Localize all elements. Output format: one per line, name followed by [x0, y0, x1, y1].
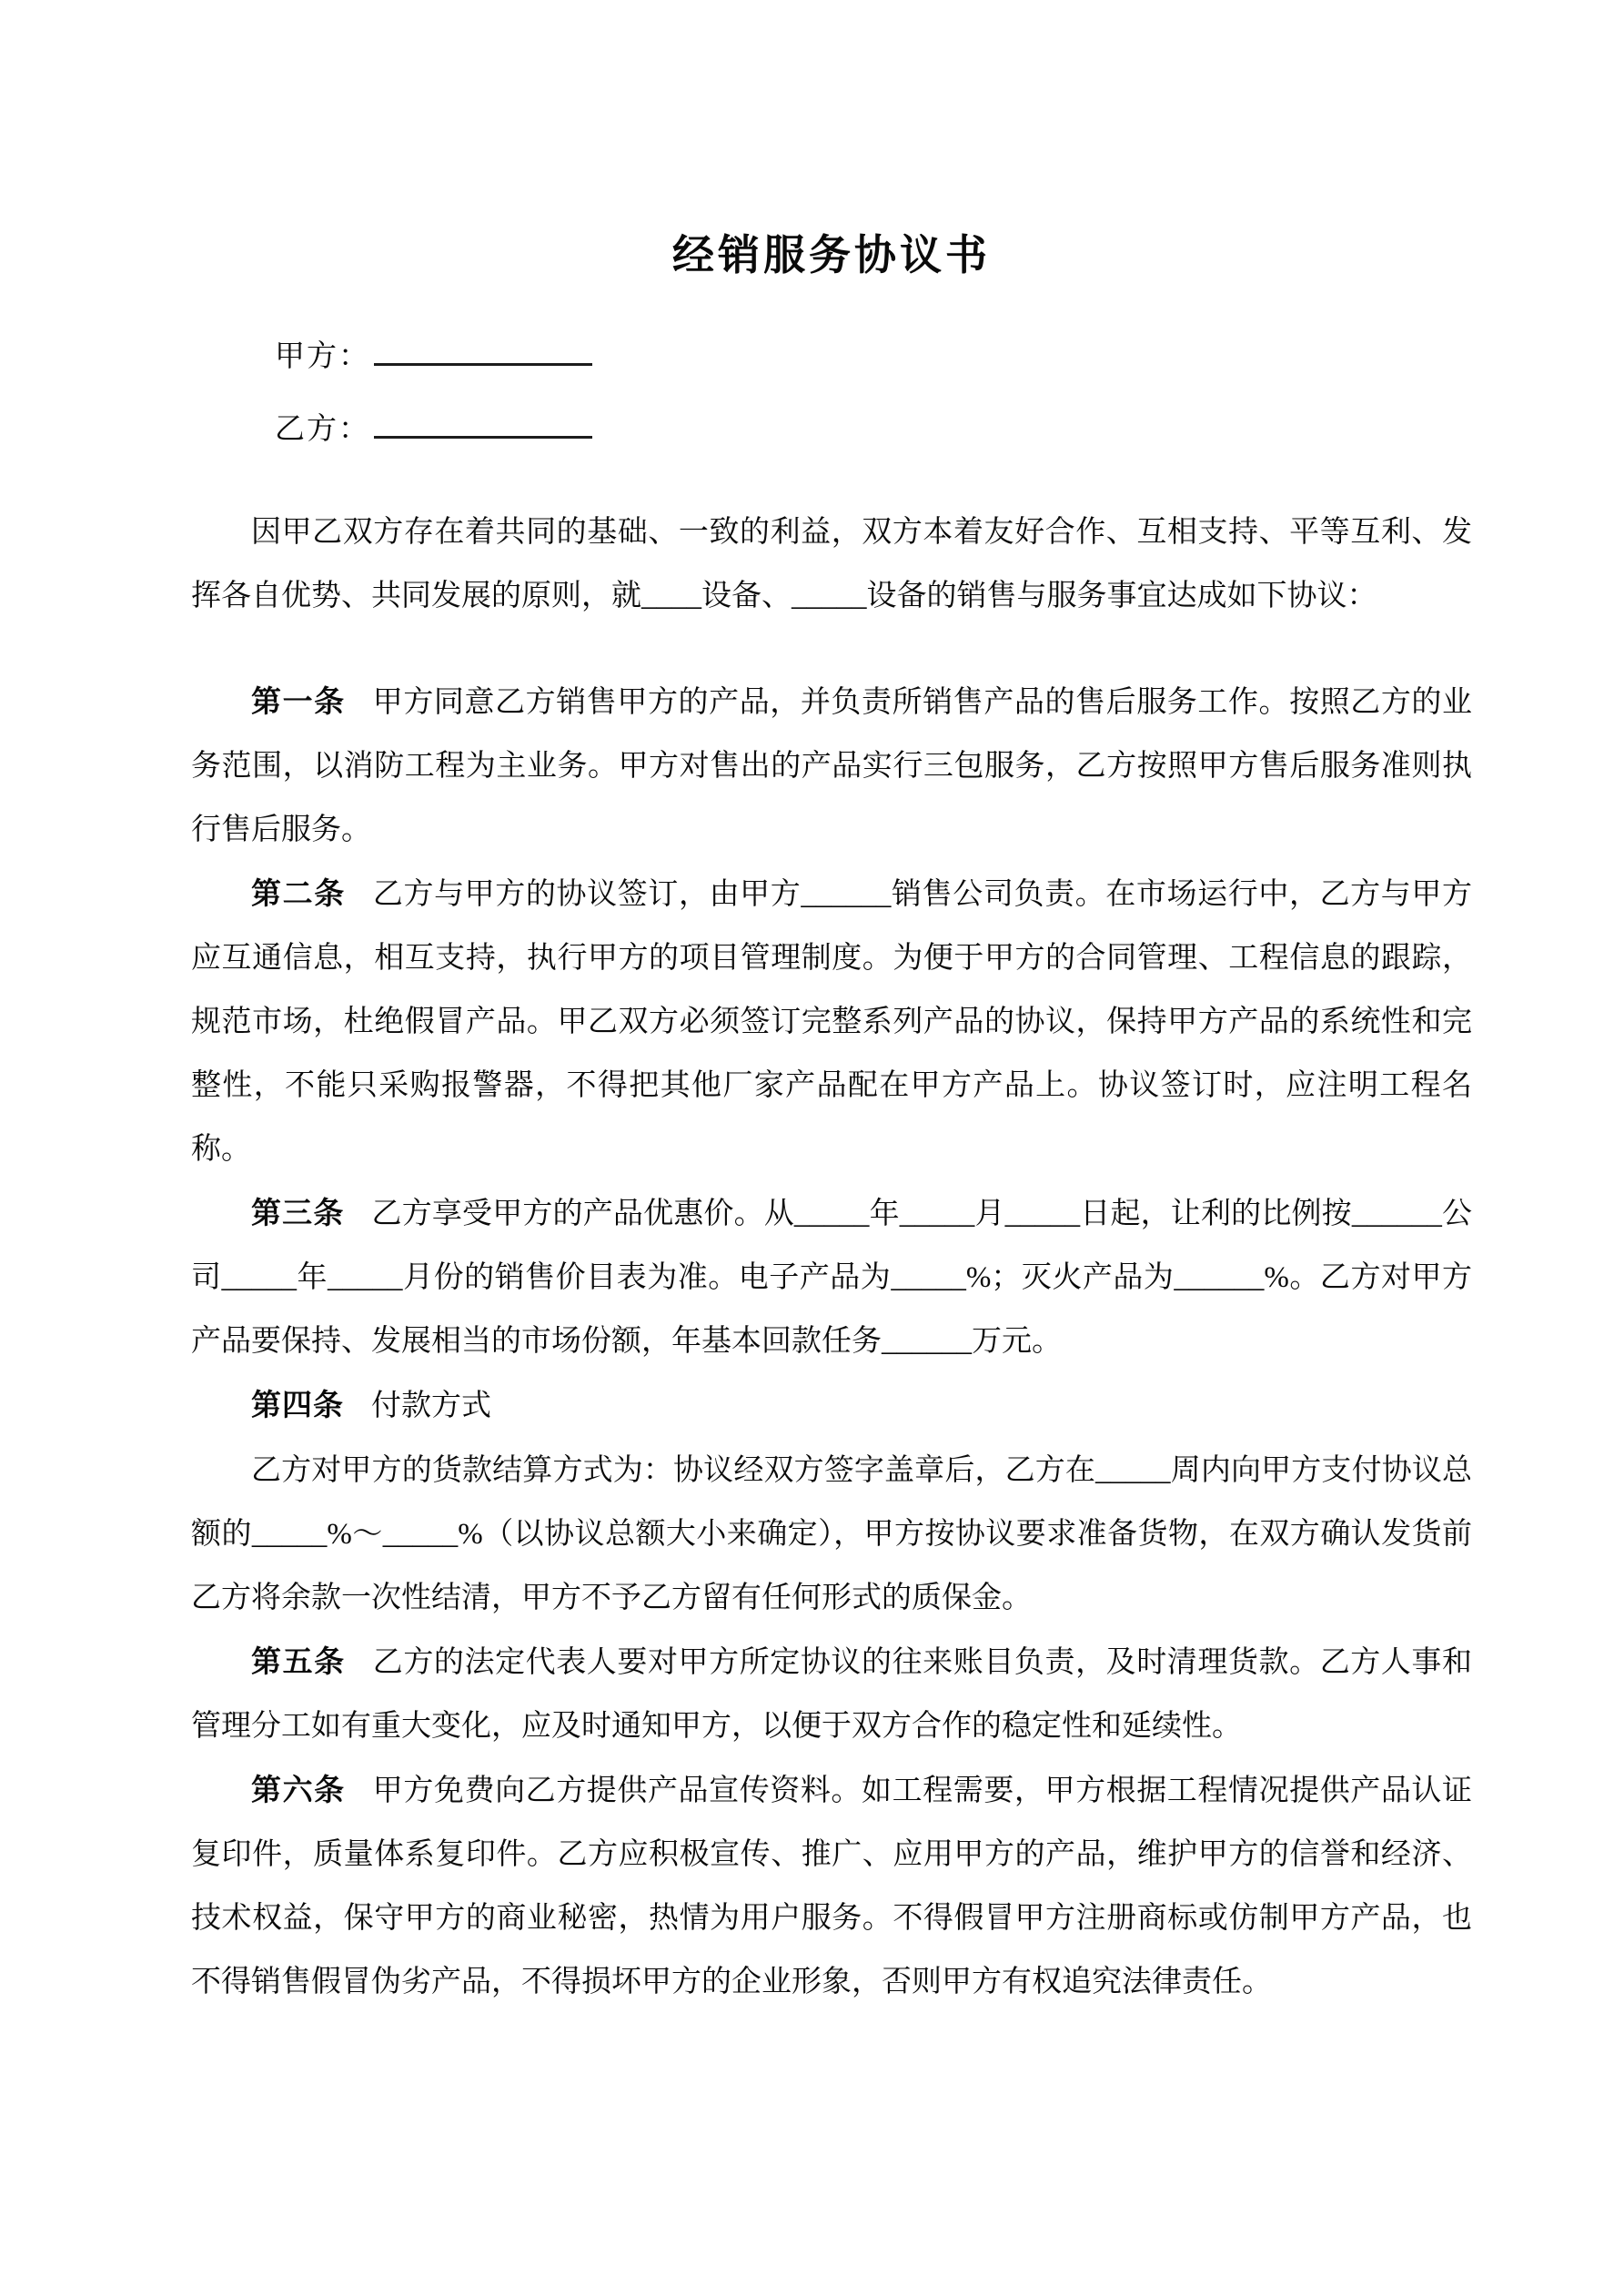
clause-4-body-text: 乙方对甲方的货款结算方式为：协议经双方签字盖章后，乙方在_____周内向甲方支付协议总额的_____%～_____%（以协议总额大小来确定），甲方按协议要求准备货物，在双方确认发货前乙方将余款一次性结清，甲方不予乙方留有任何形式的质保金。: [191, 1454, 1472, 1614]
clause-paragraph: [191, 1630, 1472, 1758]
clause-4-heading: 付款方式: [371, 1390, 491, 1422]
clause-2-label: 第二条: [251, 876, 346, 910]
party-block: [191, 320, 1472, 466]
clause-4-label: 第四条: [251, 1388, 344, 1421]
document-title: 经销服务协议书: [672, 231, 991, 278]
party-b-label: 乙方：: [275, 413, 370, 446]
clause-6-label: 第六条: [251, 1773, 346, 1806]
clause-paragraph: [191, 1758, 1472, 2014]
party-b-blank-line: [374, 403, 592, 439]
party-a-row: [275, 320, 1472, 393]
clause-paragraph: [191, 670, 1472, 862]
party-a-label: 甲方：: [275, 340, 370, 373]
clause-1-label: 第一条: [251, 684, 346, 718]
intro-paragraph: 因甲乙双方存在着共同的基础、一致的利益，双方本着友好合作、互相支持、平等互利、发挥各自优势、共同发展的原则，就____设备、_____设备的销售与服务事宜达成如下协议：: [191, 516, 1472, 612]
clause-2-text: 乙方与甲方的协议签订，由甲方______销售公司负责。在市场运行中，乙方与甲方应互通信息，相互支持，执行甲方的项目管理制度。为便于甲方的合同管理、工程信息的跟踪，规范市场，杜绝假冒产品。甲乙双方必须签订完整系列产品的协议，保持甲方产品的系统性和完整性，不能只采购报警器，不得把其他厂家产品配在甲方产品上。协议签订时，应注明工程名称。: [191, 878, 1473, 1166]
party-b-row: [275, 393, 1472, 466]
clause-paragraph: [191, 1181, 1472, 1373]
clause-6-text: 甲方免费向乙方提供产品宣传资料。如工程需要，甲方根据工程情况提供产品认证复印件，质量体系复印件。乙方应积极宣传、推广、应用甲方的产品，维护甲方的信誉和经济、技术权益，保守甲方的商业秘密，热情为用户服务。不得假冒甲方注册商标或仿制甲方产品，也不得销售假冒伪劣产品，不得损坏甲方的企业形象，否则甲方有权追究法律责任。: [191, 1775, 1473, 1998]
party-a-blank-line: [374, 330, 592, 366]
clause-paragraph: [191, 1438, 1472, 1630]
clause-paragraph: [191, 1373, 1472, 1438]
clause-3-text: 乙方享受甲方的产品优惠价。从_____年_____月_____日起，让利的比例按______公司_____年_____月份的销售价目表为准。电子产品为_____%；灭火产品为______%。乙方对甲方产品要保持、发展相当的市场份额，年基本回款任务______万元。: [191, 1198, 1472, 1358]
clause-3-label: 第三条: [251, 1196, 345, 1229]
clause-5-label: 第五条: [251, 1644, 346, 1678]
clause-paragraph: [191, 862, 1472, 1181]
clause-5-text: 乙方的法定代表人要对甲方所定协议的往来账目负责，及时清理货款。乙方人事和管理分工如有重大变化，应及时通知甲方，以便于双方合作的稳定性和延续性。: [191, 1646, 1473, 1743]
clause-1-text: 甲方同意乙方销售甲方的产品，并负责所销售产品的售后服务工作。按照乙方的业务范围，以消防工程为主业务。甲方对售出的产品实行三包服务，乙方按照甲方售后服务准则执行售后服务。: [191, 686, 1473, 846]
